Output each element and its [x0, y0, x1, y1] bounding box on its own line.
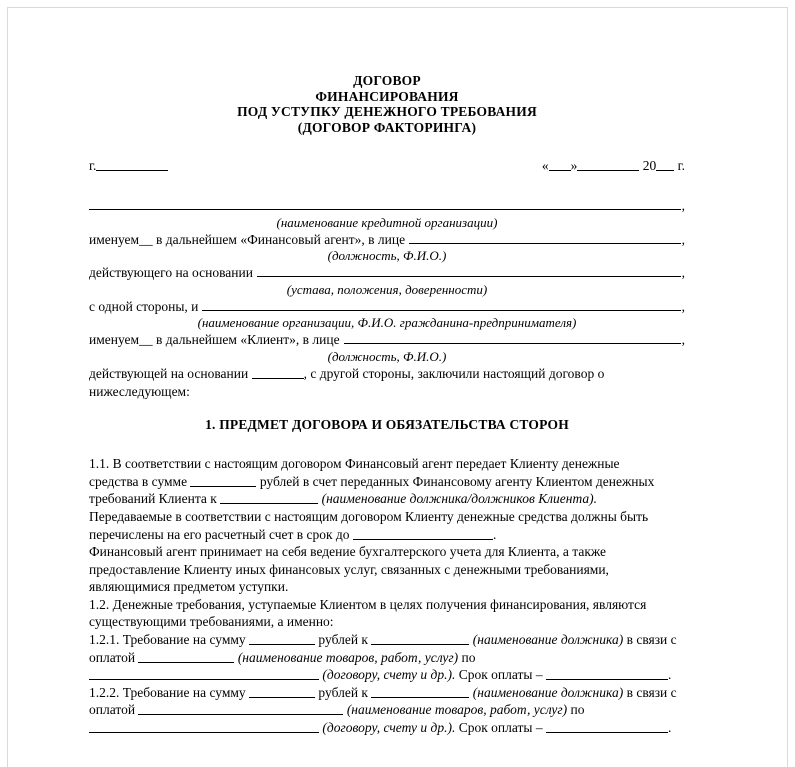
clause-1-2-1-debtor-blank[interactable] [371, 632, 469, 645]
date-open-quote: « [541, 158, 549, 174]
client-punct: , [681, 332, 685, 348]
clause-1-2-2-debtor-blank[interactable] [371, 685, 469, 698]
acting-basis-agent-blank[interactable] [257, 264, 681, 277]
clause-1-2-2-rub-to: рублей к [318, 684, 368, 700]
section-1-heading: 1. ПРЕДМЕТ ДОГОВОРА И ОБЯЗАТЕЛЬСТВА СТОРОН [205, 417, 569, 433]
clause-1-2-1-label: 1.2.1. Требование на сумму [89, 632, 246, 648]
date-close-quote: » [570, 158, 578, 174]
date-day-blank[interactable] [549, 158, 571, 171]
place-label: г. [89, 158, 97, 174]
hint-goods-1-2-2: (наименование товаров, работ, услуг) [346, 702, 568, 718]
one-party-punct: , [681, 298, 685, 314]
clause-1-2-1-tail: . [667, 667, 672, 683]
acting-basis-client-blank[interactable] [252, 366, 304, 379]
credit-org-punct: , [681, 197, 685, 213]
hint-credit-organization: (наименование кредитной организации) [276, 214, 498, 230]
clause-1-2-2-tail: . [667, 720, 672, 736]
clause-1-2-2-by: по [570, 702, 585, 718]
clause-1-1-debtor-label: требований Клиента к [89, 491, 217, 507]
financial-agent-punct: , [681, 231, 685, 247]
clause-1-2-1-line-1 [89, 631, 685, 649]
place-and-date-row [89, 157, 685, 175]
clause-1-1-line-2 [89, 473, 685, 491]
clause-1-2-2-line-2 [89, 701, 685, 719]
title-line-3: ПОД УСТУПКУ ДЕНЕЖНОГО ТРЕБОВАНИЯ [237, 104, 537, 120]
clause-1-2-1-sum-blank[interactable] [249, 632, 315, 645]
date-year-suffix: г. [677, 158, 685, 174]
acting-basis-agent-label: действующего на основании [89, 265, 253, 281]
hint-debtor-1-2-1: (наименование должника) [472, 632, 624, 648]
one-party-line [89, 298, 685, 316]
acting-basis-client-line [89, 365, 685, 383]
clause-1-1-line-1: 1.1. В соответствии с настоящим договором Финансовый агент передает Клиенту денежные [89, 456, 620, 472]
financial-agent-line [89, 231, 685, 249]
acting-basis-client-label: действующей на основании [89, 365, 249, 381]
date-month-blank[interactable] [577, 158, 639, 171]
clause-1-2-2-goods-blank[interactable] [138, 702, 343, 715]
hint-contract-1-2-2: (договору, счету и др.). [322, 720, 456, 736]
place-field [89, 157, 168, 175]
financial-agent-blank[interactable] [409, 231, 681, 244]
clause-1-1-transfer-label: перечислены на его расчетный счет в срок до [89, 526, 350, 542]
date-year-prefix: 20 [642, 158, 657, 174]
financial-agent-label: именуем__ в дальнейшем «Финансовый агент», в лице [89, 231, 406, 247]
clause-1-1-sum-tail: рублей в счет переданных Финансовому агенту Клиентом денежных [259, 473, 655, 489]
closing-word: нижеследующем: [89, 383, 190, 399]
clause-1-1-debtor-blank[interactable] [220, 491, 318, 504]
clause-1-2-1-payment-label: оплатой [89, 649, 136, 665]
date-field [542, 157, 685, 175]
acting-basis-client-tail: , с другой стороны, заключили настоящий договор о [303, 365, 605, 381]
one-party-label: с одной стороны, и [89, 298, 199, 314]
clause-1-1-line-3 [89, 490, 685, 508]
document-title [89, 73, 685, 135]
client-label: именуем__ в дальнейшем «Клиент», в лице [89, 332, 340, 348]
hint-debtor-1-2-2: (наименование должника) [472, 684, 624, 700]
clause-1-2-1-goods-blank[interactable] [138, 650, 234, 663]
clause-1-1-date-blank[interactable] [353, 527, 493, 540]
clause-1-2-1-due-blank[interactable] [546, 667, 668, 680]
one-party-blank[interactable] [202, 298, 680, 311]
credit-org-blank[interactable] [89, 197, 681, 210]
clause-1-2-line-2: существующими требованиями, а именно: [89, 614, 334, 630]
clause-1-2-1-contract-blank[interactable] [89, 667, 319, 680]
hint-goods-1-2-1: (наименование товаров, работ, услуг) [237, 649, 459, 665]
clause-1-2-2-connection: в связи с [626, 684, 677, 700]
clause-1-2-2-due-blank[interactable] [546, 720, 668, 733]
clause-1-2-1-rub-to: рублей к [318, 632, 368, 648]
document-page [7, 7, 788, 767]
clause-1-1-sum-label: средства в сумме [89, 473, 188, 489]
clause-1-1-sum-blank[interactable] [190, 474, 256, 487]
clause-1-2-2-line-3 [89, 719, 685, 737]
date-year-blank[interactable] [656, 158, 674, 171]
clause-1-2-2-contract-blank[interactable] [89, 720, 319, 733]
title-line-4: (ДОГОВОР ФАКТОРИНГА) [297, 119, 477, 135]
clause-1-2-2-label: 1.2.2. Требование на сумму [89, 684, 246, 700]
clause-1-2-1-due-label: Срок оплаты – [458, 667, 543, 683]
hint-charter-regulation-poa: (устава, положения, доверенности) [286, 281, 488, 297]
title-line-2: ФИНАНСИРОВАНИЯ [315, 88, 459, 104]
clause-1-2-1-line-3 [89, 666, 685, 684]
place-blank[interactable] [96, 158, 168, 171]
clause-1-2-2-payment-label: оплатой [89, 702, 136, 718]
clause-1-1-line-4: Передаваемые в соответствии с настоящим договором Клиенту денежные средства должны быть [89, 508, 649, 524]
clause-1-2-2-line-1 [89, 684, 685, 702]
clause-1-1-line-5 [89, 526, 685, 544]
clause-1-1-line-8: являющимися предметом уступки. [89, 579, 289, 595]
clause-1-2-2-sum-blank[interactable] [249, 685, 315, 698]
hint-position-fio-agent: (должность, Ф.И.О.) [327, 248, 447, 264]
document-content [89, 73, 685, 737]
clause-1-2-2-due-label: Срок оплаты – [458, 720, 543, 736]
acting-basis-agent-line [89, 264, 685, 282]
clause-1-2-1-connection: в связи с [626, 632, 677, 648]
clause-1-2-1-line-2 [89, 649, 685, 667]
clause-1-2-1-by: по [461, 649, 476, 665]
clause-1-1-line-6: Финансовый агент принимает на себя ведение бухгалтерского учета для Клиента, а также [89, 544, 607, 560]
hint-debtor-names: (наименование должника/должников Клиента). [321, 491, 598, 507]
hint-contract-1-2-1: (договору, счету и др.). [322, 667, 456, 683]
hint-position-fio-client: (должность, Ф.И.О.) [327, 348, 447, 364]
clause-1-1-line-7: предоставление Клиенту иных финансовых услуг, связанных с денежными требованиями, [89, 561, 609, 577]
credit-org-line [89, 197, 685, 215]
clause-1-2-line-1: 1.2. Денежные требования, уступаемые Клиентом в целях получения финансирования, являются [89, 596, 647, 612]
acting-basis-agent-punct: , [681, 265, 685, 281]
client-line [89, 331, 685, 349]
clause-1-1-date-punct: . [492, 526, 497, 542]
client-blank[interactable] [344, 331, 681, 344]
title-line-1: ДОГОВОР [353, 73, 421, 88]
hint-organization-entrepreneur: (наименование организации, Ф.И.О. гражданина-предпринимателя) [197, 315, 577, 331]
